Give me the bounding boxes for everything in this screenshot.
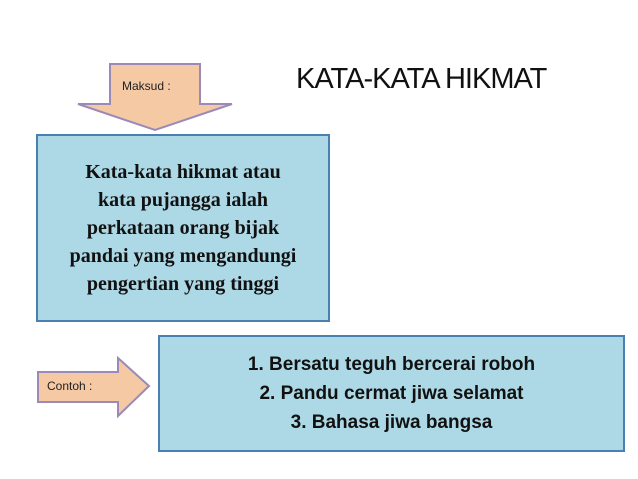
maksud-down-arrow bbox=[78, 64, 232, 130]
example-item: 3. Bahasa jiwa bangsa bbox=[290, 412, 493, 433]
example-item: 2. Pandu cermat jiwa selamat bbox=[259, 383, 524, 404]
example-item: 1. Bersatu teguh bercerai roboh bbox=[247, 354, 536, 375]
examples-box bbox=[158, 335, 625, 452]
maksud-label: Maksud : bbox=[122, 79, 171, 93]
definition-text: Kata-kata hikmat atau kata pujangga ialah perkataan orang bijak pandai yang mengandungi pengertian yang tinggi bbox=[69, 161, 297, 295]
slide-title: KATA-KATA HIKMAT bbox=[296, 63, 547, 95]
definition-box bbox=[36, 134, 330, 322]
contoh-label: Contoh : bbox=[47, 379, 93, 393]
